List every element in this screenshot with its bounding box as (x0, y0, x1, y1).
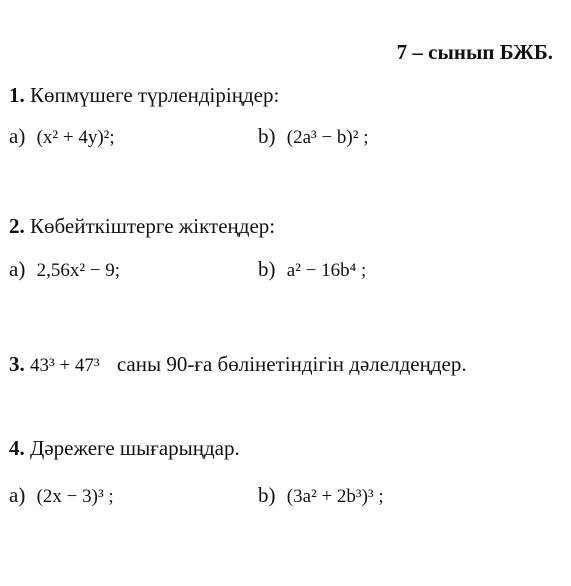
task-2-heading (9, 214, 275, 239)
task-1-item-a-expression: (x² + 4y)²; (36, 127, 115, 148)
task-1-item-a-label: a) (9, 124, 26, 148)
task-4-item-b (258, 483, 384, 508)
task-1-item-b (258, 124, 368, 149)
task-2-item-a (9, 257, 120, 282)
task-1-heading (9, 83, 279, 108)
task-4-item-a-expression: (2x − 3)³ ; (36, 486, 114, 507)
task-1-item-b-label: b) (258, 124, 276, 148)
task-3-text: саны 90-ға бөлінетіндігін дәлелдеңдер. (116, 352, 467, 376)
task-2-number: 2. (9, 214, 25, 238)
worksheet-title: 7 – сынып БЖБ. (396, 40, 553, 64)
task-3-number: 3. (9, 352, 25, 376)
task-4-item-b-expression: (3a² + 2b³)³ ; (286, 486, 384, 507)
task-2-item-b-label: b) (258, 257, 276, 281)
task-2-item-b-expression: a² − 16b⁴ ; (286, 260, 367, 281)
task-2-item-b (258, 257, 366, 282)
task-3-expression: 43³ + 47³ (30, 355, 100, 376)
task-4-number: 4. (9, 436, 25, 460)
task-1-item-a (9, 124, 115, 149)
task-4-heading (9, 436, 240, 461)
task-1-text: Көпмүшеге түрлендіріңдер: (30, 83, 280, 107)
task-4-item-b-label: b) (258, 483, 276, 507)
task-2-text: Көбейткіштерге жіктеңдер: (30, 214, 276, 238)
task-4-item-a (9, 483, 114, 508)
task-2-item-a-label: a) (9, 257, 26, 281)
task-4-item-a-label: a) (9, 483, 26, 507)
task-2-item-a-expression: 2,56x² − 9; (36, 260, 121, 281)
task-3-heading (9, 352, 467, 377)
task-1-item-b-expression: (2a³ − b)² ; (286, 127, 369, 148)
task-4-text: Дәрежеге шығарыңдар. (30, 436, 240, 460)
task-1-number: 1. (9, 83, 25, 107)
